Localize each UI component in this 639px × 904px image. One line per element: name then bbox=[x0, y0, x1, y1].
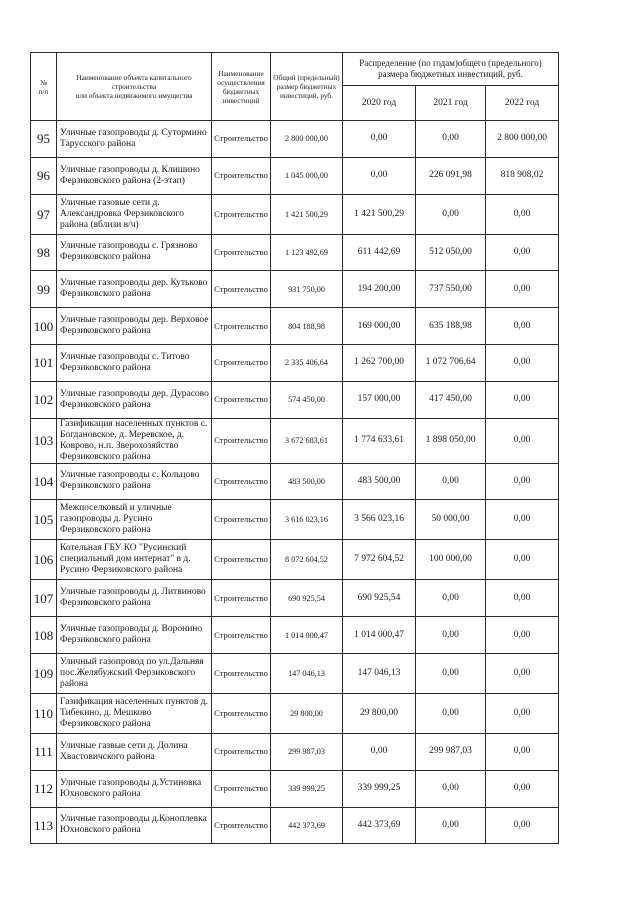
amount-2022: 0,00 bbox=[486, 580, 559, 617]
amount-2022: 0,00 bbox=[486, 770, 559, 807]
amount-2021: 0,00 bbox=[416, 121, 486, 158]
amount-2020: 1 014 000,47 bbox=[343, 617, 416, 654]
table-row bbox=[31, 770, 559, 807]
header-distribution: Распределение (по годам)общего (предельного) размера бюджетных инвестиций, руб. bbox=[343, 53, 559, 86]
table-row bbox=[31, 194, 559, 234]
table-row bbox=[31, 418, 559, 463]
amount-2021: 0,00 bbox=[416, 463, 486, 500]
total-amount: 1 045 000,00 bbox=[271, 157, 343, 194]
investment-type: Строительство bbox=[212, 500, 271, 540]
row-number: 99 bbox=[31, 271, 57, 308]
amount-2021: 737 550,00 bbox=[416, 271, 486, 308]
amount-2020: 0,00 bbox=[343, 733, 416, 770]
amount-2021: 0,00 bbox=[416, 693, 486, 733]
total-amount: 3 616 023,16 bbox=[271, 500, 343, 540]
investment-type: Строительство bbox=[212, 463, 271, 500]
amount-2020: 339 999,25 bbox=[343, 770, 416, 807]
object-name: Котельная ГБУ КО "Русинский специальный дом интернат" в д. Русино Ферзиковского района bbox=[57, 540, 212, 580]
table-row bbox=[31, 500, 559, 540]
row-number: 100 bbox=[31, 308, 57, 345]
amount-2020: 29 800,00 bbox=[343, 693, 416, 733]
investment-type: Строительство bbox=[212, 271, 271, 308]
amount-2021: 417 450,00 bbox=[416, 381, 486, 418]
amount-2022: 0,00 bbox=[486, 733, 559, 770]
table-row bbox=[31, 271, 559, 308]
row-number: 109 bbox=[31, 653, 57, 693]
investment-type: Строительство bbox=[212, 234, 271, 271]
amount-2021: 1 072 706,64 bbox=[416, 344, 486, 381]
amount-2021: 0,00 bbox=[416, 580, 486, 617]
investment-type: Строительство bbox=[212, 157, 271, 194]
amount-2022: 0,00 bbox=[486, 540, 559, 580]
amount-2022: 0,00 bbox=[486, 653, 559, 693]
table-header bbox=[31, 53, 559, 121]
amount-2021: 299 987,03 bbox=[416, 733, 486, 770]
amount-2022: 2 800 000,00 bbox=[486, 121, 559, 158]
table-row bbox=[31, 580, 559, 617]
amount-2022: 0,00 bbox=[486, 617, 559, 654]
object-name: Уличные газопроводы д. Литвиново Ферзиковского района bbox=[57, 580, 212, 617]
investment-type: Строительство bbox=[212, 653, 271, 693]
total-amount: 931 750,00 bbox=[271, 271, 343, 308]
amount-2021: 635 188,98 bbox=[416, 308, 486, 345]
total-amount: 8 072 604,52 bbox=[271, 540, 343, 580]
table-row bbox=[31, 693, 559, 733]
table-body bbox=[31, 121, 559, 844]
table-row bbox=[31, 540, 559, 580]
amount-2020: 0,00 bbox=[343, 157, 416, 194]
amount-2020: 1 774 633,61 bbox=[343, 418, 416, 463]
header-type: Наименование осуществления бюджетных инвестиций bbox=[212, 53, 271, 121]
row-number: 98 bbox=[31, 234, 57, 271]
header-year-2021: 2021 год bbox=[416, 86, 486, 121]
table-row bbox=[31, 308, 559, 345]
amount-2022: 0,00 bbox=[486, 807, 559, 844]
total-amount: 3 672 683,61 bbox=[271, 418, 343, 463]
amount-2020: 611 442,69 bbox=[343, 234, 416, 271]
table-row bbox=[31, 733, 559, 770]
total-amount: 804 188,98 bbox=[271, 308, 343, 345]
amount-2020: 3 566 023,16 bbox=[343, 500, 416, 540]
amount-2020: 7 972 604,52 bbox=[343, 540, 416, 580]
object-name: Уличные газовые сети д. Александровка Ферзиковского района (вблизи в/ч) bbox=[57, 194, 212, 234]
investment-type: Строительство bbox=[212, 194, 271, 234]
investment-type: Строительство bbox=[212, 693, 271, 733]
total-amount: 483 500,00 bbox=[271, 463, 343, 500]
amount-2021: 226 091,98 bbox=[416, 157, 486, 194]
total-amount: 2 335 406,64 bbox=[271, 344, 343, 381]
amount-2021: 0,00 bbox=[416, 617, 486, 654]
amount-2021: 0,00 bbox=[416, 807, 486, 844]
row-number: 108 bbox=[31, 617, 57, 654]
object-name: Уличные газопроводы с. Грязново Ферзиковского района bbox=[57, 234, 212, 271]
amount-2022: 0,00 bbox=[486, 271, 559, 308]
investment-type: Строительство bbox=[212, 418, 271, 463]
amount-2021: 1 898 050,00 bbox=[416, 418, 486, 463]
object-name: Уличные газопроводы дер. Дурасово Ферзиковского района bbox=[57, 381, 212, 418]
amount-2022: 0,00 bbox=[486, 194, 559, 234]
amount-2022: 818 908,02 bbox=[486, 157, 559, 194]
object-name: Уличные газопроводы дер. Кутьково Ферзиковского района bbox=[57, 271, 212, 308]
investment-type: Строительство bbox=[212, 540, 271, 580]
table-row bbox=[31, 653, 559, 693]
object-name: Уличные газопроводы с. Кольцово Ферзиковского района bbox=[57, 463, 212, 500]
total-amount: 442 373,69 bbox=[271, 807, 343, 844]
total-amount: 2 800 000,00 bbox=[271, 121, 343, 158]
investment-type: Строительство bbox=[212, 580, 271, 617]
row-number: 95 bbox=[31, 121, 57, 158]
object-name: Уличные газопроводы с. Титово Ферзиковского района bbox=[57, 344, 212, 381]
header-year-2022: 2022 год bbox=[486, 86, 559, 121]
object-name: Уличные газопроводы дер. Верховое Ферзиковского района bbox=[57, 308, 212, 345]
row-number: 104 bbox=[31, 463, 57, 500]
total-amount: 1 123 492,69 bbox=[271, 234, 343, 271]
row-number: 113 bbox=[31, 807, 57, 844]
amount-2021: 50 000,00 bbox=[416, 500, 486, 540]
investment-table bbox=[30, 52, 559, 844]
table-row bbox=[31, 807, 559, 844]
amount-2021: 0,00 bbox=[416, 194, 486, 234]
amount-2020: 0,00 bbox=[343, 121, 416, 158]
total-amount: 299 987,03 bbox=[271, 733, 343, 770]
amount-2021: 0,00 bbox=[416, 653, 486, 693]
row-number: 103 bbox=[31, 418, 57, 463]
row-number: 107 bbox=[31, 580, 57, 617]
row-number: 112 bbox=[31, 770, 57, 807]
amount-2020: 169 000,00 bbox=[343, 308, 416, 345]
table-row bbox=[31, 157, 559, 194]
amount-2020: 194 200,00 bbox=[343, 271, 416, 308]
amount-2022: 0,00 bbox=[486, 418, 559, 463]
investment-type: Строительство bbox=[212, 308, 271, 345]
row-number: 102 bbox=[31, 381, 57, 418]
amount-2022: 0,00 bbox=[486, 234, 559, 271]
amount-2020: 690 925,54 bbox=[343, 580, 416, 617]
investment-type: Строительство bbox=[212, 770, 271, 807]
total-amount: 1 421 500,29 bbox=[271, 194, 343, 234]
row-number: 106 bbox=[31, 540, 57, 580]
amount-2020: 147 046,13 bbox=[343, 653, 416, 693]
total-amount: 690 925,54 bbox=[271, 580, 343, 617]
amount-2022: 0,00 bbox=[486, 463, 559, 500]
header-year-2020: 2020 год bbox=[343, 86, 416, 121]
investment-type: Строительство bbox=[212, 381, 271, 418]
header-name: Наименование объекта капитального строительства или объекта недвижимого имущества bbox=[57, 53, 212, 121]
table-row bbox=[31, 463, 559, 500]
object-name: Газификация населенных пунктов д. Тибекино, д. Мешково Ферзиковского района bbox=[57, 693, 212, 733]
investment-type: Строительство bbox=[212, 344, 271, 381]
total-amount: 1 014 000,47 bbox=[271, 617, 343, 654]
amount-2022: 0,00 bbox=[486, 693, 559, 733]
object-name: Уличные газвые сети д. Долина Хвастовичского района bbox=[57, 733, 212, 770]
amount-2021: 512 050,00 bbox=[416, 234, 486, 271]
amount-2022: 0,00 bbox=[486, 308, 559, 345]
amount-2020: 483 500,00 bbox=[343, 463, 416, 500]
total-amount: 339 999,25 bbox=[271, 770, 343, 807]
object-name: Межпоселковый и уличные газопроводы д. Русино Ферзиковского района bbox=[57, 500, 212, 540]
object-name: Газификация населенных пунктов с. Богдановское, д. Меревское, д. Коврово, н.п. Зверохозяйство Ферзиковского района bbox=[57, 418, 212, 463]
investment-type: Строительство bbox=[212, 617, 271, 654]
object-name: Уличные газопроводы д. Клишино Ферзиковского района (2-этап) bbox=[57, 157, 212, 194]
table-row bbox=[31, 234, 559, 271]
row-number: 111 bbox=[31, 733, 57, 770]
object-name: Уличные газопроводы д. Воронино Ферзиковского района bbox=[57, 617, 212, 654]
row-number: 110 bbox=[31, 693, 57, 733]
row-number: 101 bbox=[31, 344, 57, 381]
object-name: Уличный газопровод по ул.Дальняя пос.Желябужский Ферзиковского района bbox=[57, 653, 212, 693]
table-row bbox=[31, 344, 559, 381]
amount-2020: 1 421 500,29 bbox=[343, 194, 416, 234]
amount-2020: 442 373,69 bbox=[343, 807, 416, 844]
object-name: Уличные газопроводы д.Устиновка Юхновского района bbox=[57, 770, 212, 807]
amount-2022: 0,00 bbox=[486, 381, 559, 418]
table-row bbox=[31, 617, 559, 654]
amount-2021: 100 000,00 bbox=[416, 540, 486, 580]
amount-2020: 1 262 700,00 bbox=[343, 344, 416, 381]
row-number: 97 bbox=[31, 194, 57, 234]
header-num: № п/п bbox=[31, 53, 57, 121]
total-amount: 147 046,13 bbox=[271, 653, 343, 693]
object-name: Уличные газопроводы д. Сутормино Тарусского района bbox=[57, 121, 212, 158]
object-name: Уличные газопроводы д.Коноплевка Юхновского района bbox=[57, 807, 212, 844]
amount-2021: 0,00 bbox=[416, 770, 486, 807]
amount-2020: 157 000,00 bbox=[343, 381, 416, 418]
total-amount: 29 800,00 bbox=[271, 693, 343, 733]
row-number: 96 bbox=[31, 157, 57, 194]
row-number: 105 bbox=[31, 500, 57, 540]
investment-type: Строительство bbox=[212, 807, 271, 844]
investment-type: Строительство bbox=[212, 733, 271, 770]
total-amount: 574 450,00 bbox=[271, 381, 343, 418]
table-row bbox=[31, 121, 559, 158]
table-row bbox=[31, 381, 559, 418]
investment-type: Строительство bbox=[212, 121, 271, 158]
amount-2022: 0,00 bbox=[486, 500, 559, 540]
header-total: Общий (предельный) размер бюджетных инвестиций, руб. bbox=[271, 53, 343, 121]
amount-2022: 0,00 bbox=[486, 344, 559, 381]
